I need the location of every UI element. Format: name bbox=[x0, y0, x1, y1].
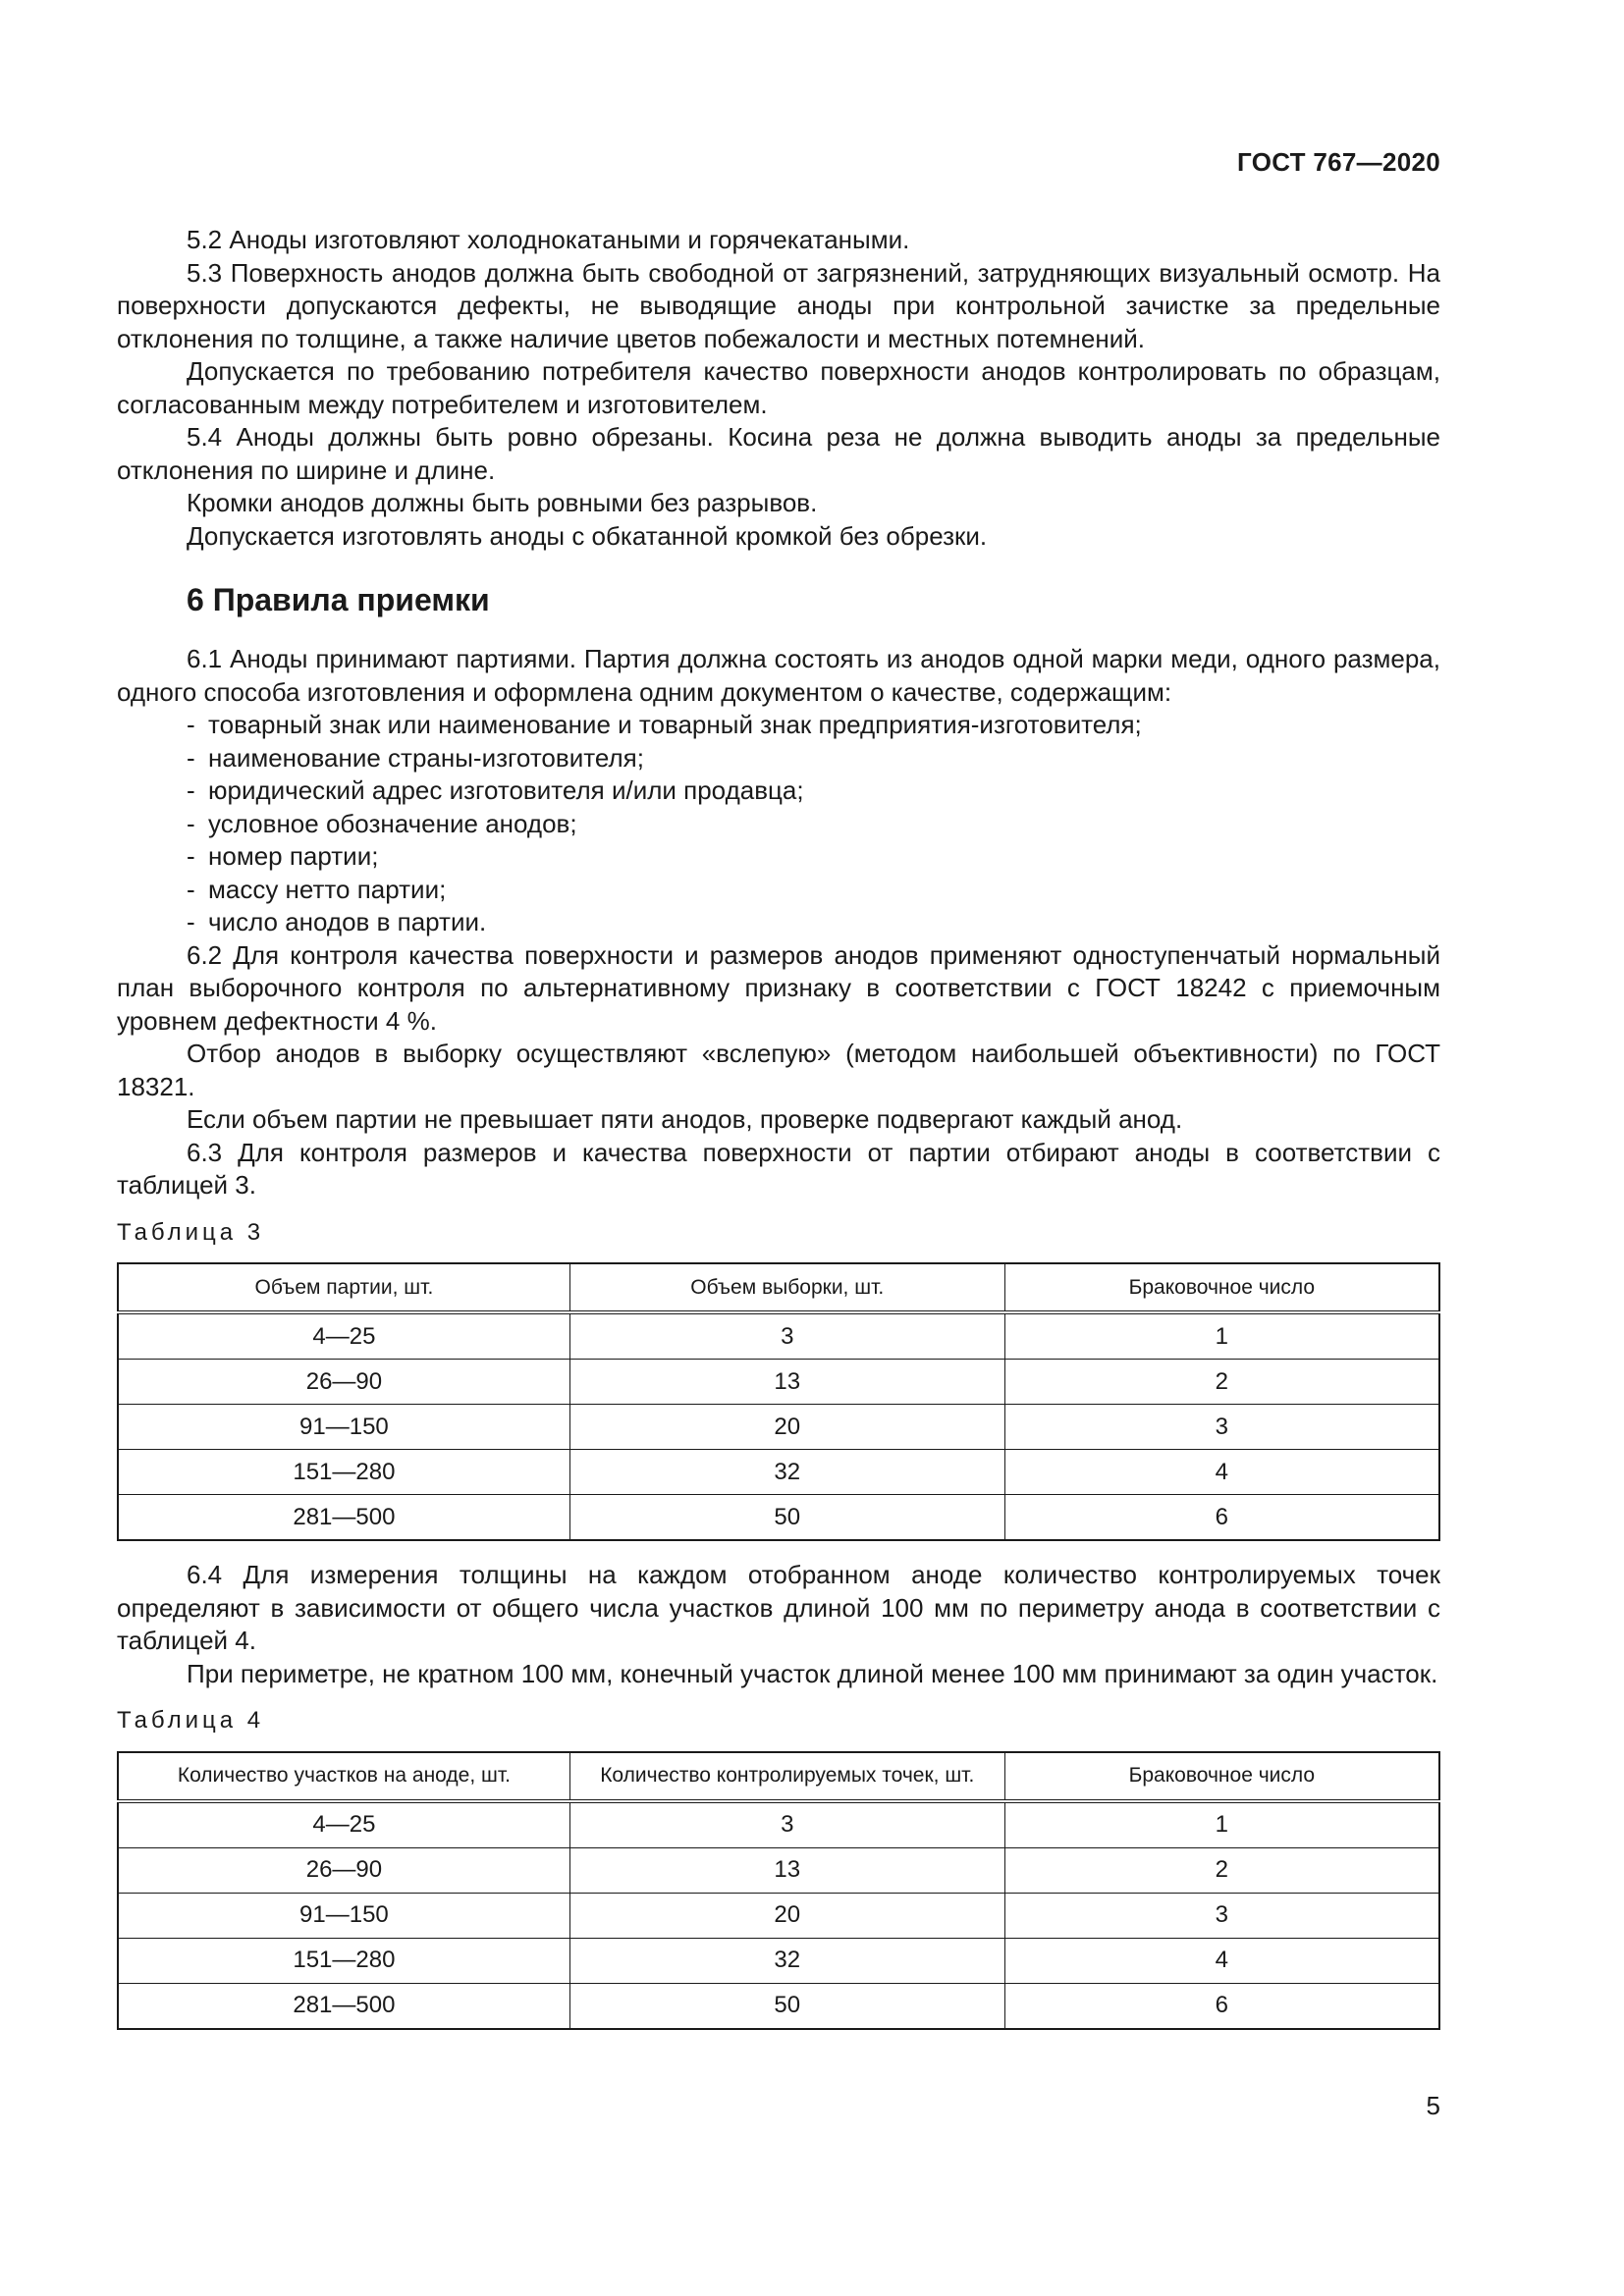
table-row bbox=[118, 1847, 1439, 1893]
table-cell: 151—280 bbox=[118, 1450, 569, 1495]
paragraph-6-2: 6.2 Для контроля качества поверхности и размеров анодов применяют одноступенчатый нормальный план выборочного контроля по альтернативному признаку в соответствии с ГОСТ 18242 с приемочным уровнем дефектности 4 %. bbox=[117, 939, 1440, 1036]
table-cell: 26—90 bbox=[118, 1360, 569, 1405]
paragraph-6-4-cont: При периметре, не кратном 100 мм, конечный участок длиной менее 100 мм принимают за один участок. bbox=[187, 1658, 1438, 1688]
section-6-title: 6 Правила приемки bbox=[187, 582, 490, 617]
table-3 bbox=[117, 1262, 1440, 1541]
table-cell: 6 bbox=[1004, 1495, 1439, 1541]
paragraph-5-4-cont: Кромки анодов должны быть ровными без разрывов. bbox=[187, 488, 818, 517]
table-row bbox=[118, 1360, 1439, 1405]
quality-document-list bbox=[117, 709, 1440, 939]
table-cell: 151—280 bbox=[118, 1938, 569, 1983]
table-cell: 3 bbox=[1004, 1893, 1439, 1938]
page-content bbox=[117, 224, 1440, 2030]
table-cell: 50 bbox=[569, 1983, 1004, 2029]
table-cell: 6 bbox=[1004, 1983, 1439, 2029]
table-4 bbox=[117, 1751, 1440, 2030]
table-cell: 2 bbox=[1004, 1847, 1439, 1893]
list-item: - массу нетто партии; bbox=[187, 874, 1440, 907]
table-header-row bbox=[118, 1263, 1439, 1312]
paragraph-5-2: 5.2 Аноды изготовляют холоднокатаными и горячекатаными. bbox=[187, 225, 910, 254]
table-row bbox=[118, 1405, 1439, 1450]
table-header-cell: Браковочное число bbox=[1004, 1752, 1439, 1801]
paragraph-5-3-cont: Допускается по требованию потребителя качество поверхности анодов контролировать по образцам, согласованным между потребителем и изготовителем. bbox=[117, 356, 1440, 419]
list-item: - условное обозначение анодов; bbox=[187, 808, 1440, 841]
table-cell: 1 bbox=[1004, 1312, 1439, 1360]
list-item: - товарный знак или наименование и товарный знак предприятия-изготовителя; bbox=[187, 709, 1440, 742]
table-cell: 2 bbox=[1004, 1360, 1439, 1405]
table-header-cell: Браковочное число bbox=[1004, 1263, 1439, 1312]
table-row bbox=[118, 1938, 1439, 1983]
table-cell: 1 bbox=[1004, 1801, 1439, 1848]
table-row bbox=[118, 1983, 1439, 2029]
table-cell: 3 bbox=[569, 1801, 1004, 1848]
table-row bbox=[118, 1893, 1439, 1938]
table-header-cell: Объем партии, шт. bbox=[118, 1263, 569, 1312]
table-header-cell: Количество контролируемых точек, шт. bbox=[569, 1752, 1004, 1801]
page-number: 5 bbox=[1426, 2091, 1440, 2120]
table-4-caption: Таблица 4 bbox=[117, 1707, 265, 1734]
list-item: - номер партии; bbox=[187, 840, 1440, 874]
paragraph-5-4-cont2: Допускается изготовлять аноды с обкатанной кромкой без обрезки. bbox=[187, 520, 988, 551]
paragraph-5-4: 5.4 Аноды должны быть ровно обрезаны. Косина реза не должна выводить аноды за предельные отклонения по ширине и длине. bbox=[117, 422, 1440, 485]
paragraph-6-1: 6.1 Аноды принимают партиями. Партия должна состоять из анодов одной марки меди, одного размера, одного способа изготовления и оформлена одним документом о качестве, содержащим: bbox=[117, 644, 1440, 707]
table-cell: 281—500 bbox=[118, 1495, 569, 1541]
table-cell: 50 bbox=[569, 1495, 1004, 1541]
table-cell: 4 bbox=[1004, 1450, 1439, 1495]
paragraph-5-3: 5.3 Поверхность анодов должна быть свободной от загрязнений, затрудняющих визуальный осмотр. На поверхности допускаются дефекты, не выводящие аноды при контрольной зачистке за предельные отклонения по толщине, а также наличие цветов побежалости и местных потемнений. bbox=[117, 257, 1440, 353]
table-row bbox=[118, 1450, 1439, 1495]
table-cell: 3 bbox=[1004, 1405, 1439, 1450]
table-cell: 91—150 bbox=[118, 1893, 569, 1938]
table-header-row bbox=[118, 1752, 1439, 1801]
table-cell: 3 bbox=[569, 1312, 1004, 1360]
table-row bbox=[118, 1312, 1439, 1360]
list-item: - наименование страны-изготовителя; bbox=[187, 742, 1440, 775]
paragraph-6-3: 6.3 Для контроля размеров и качества поверхности от партии отбирают аноды в соответствии с таблицей 3. bbox=[117, 1137, 1440, 1200]
table-header-cell: Объем выборки, шт. bbox=[569, 1263, 1004, 1312]
table-cell: 91—150 bbox=[118, 1405, 569, 1450]
list-item: - число анодов в партии. bbox=[187, 906, 1440, 939]
table-cell: 20 bbox=[569, 1893, 1004, 1938]
document-code: ГОСТ 767—2020 bbox=[1237, 147, 1440, 177]
paragraph-6-2-cont: Отбор анодов в выборку осуществляют «вслепую» (методом наибольшей объективности) по ГОСТ 18321. bbox=[117, 1039, 1440, 1101]
table-row bbox=[118, 1801, 1439, 1848]
table-header-cell: Количество участков на аноде, шт. bbox=[118, 1752, 569, 1801]
table-cell: 26—90 bbox=[118, 1847, 569, 1893]
table-cell: 4 bbox=[1004, 1938, 1439, 1983]
table-cell: 281—500 bbox=[118, 1983, 569, 2029]
list-item: - юридический адрес изготовителя и/или продавца; bbox=[187, 774, 1440, 808]
table-cell: 13 bbox=[569, 1360, 1004, 1405]
paragraph-6-4: 6.4 Для измерения толщины на каждом отобранном аноде количество контролируемых точек определяют в зависимости от общего числа участков длиной 100 мм по периметру анода в соответствии с таблицей 4. bbox=[117, 1560, 1440, 1655]
table-cell: 32 bbox=[569, 1938, 1004, 1983]
table-cell: 32 bbox=[569, 1450, 1004, 1495]
table-row bbox=[118, 1495, 1439, 1541]
table-cell: 4—25 bbox=[118, 1312, 569, 1360]
table-3-caption: Таблица 3 bbox=[117, 1218, 265, 1246]
paragraph-6-2-cont2: Если объем партии не превышает пяти анодов, проверке подвергают каждый анод. bbox=[187, 1104, 1183, 1134]
table-cell: 20 bbox=[569, 1405, 1004, 1450]
table-cell: 13 bbox=[569, 1847, 1004, 1893]
table-cell: 4—25 bbox=[118, 1801, 569, 1848]
